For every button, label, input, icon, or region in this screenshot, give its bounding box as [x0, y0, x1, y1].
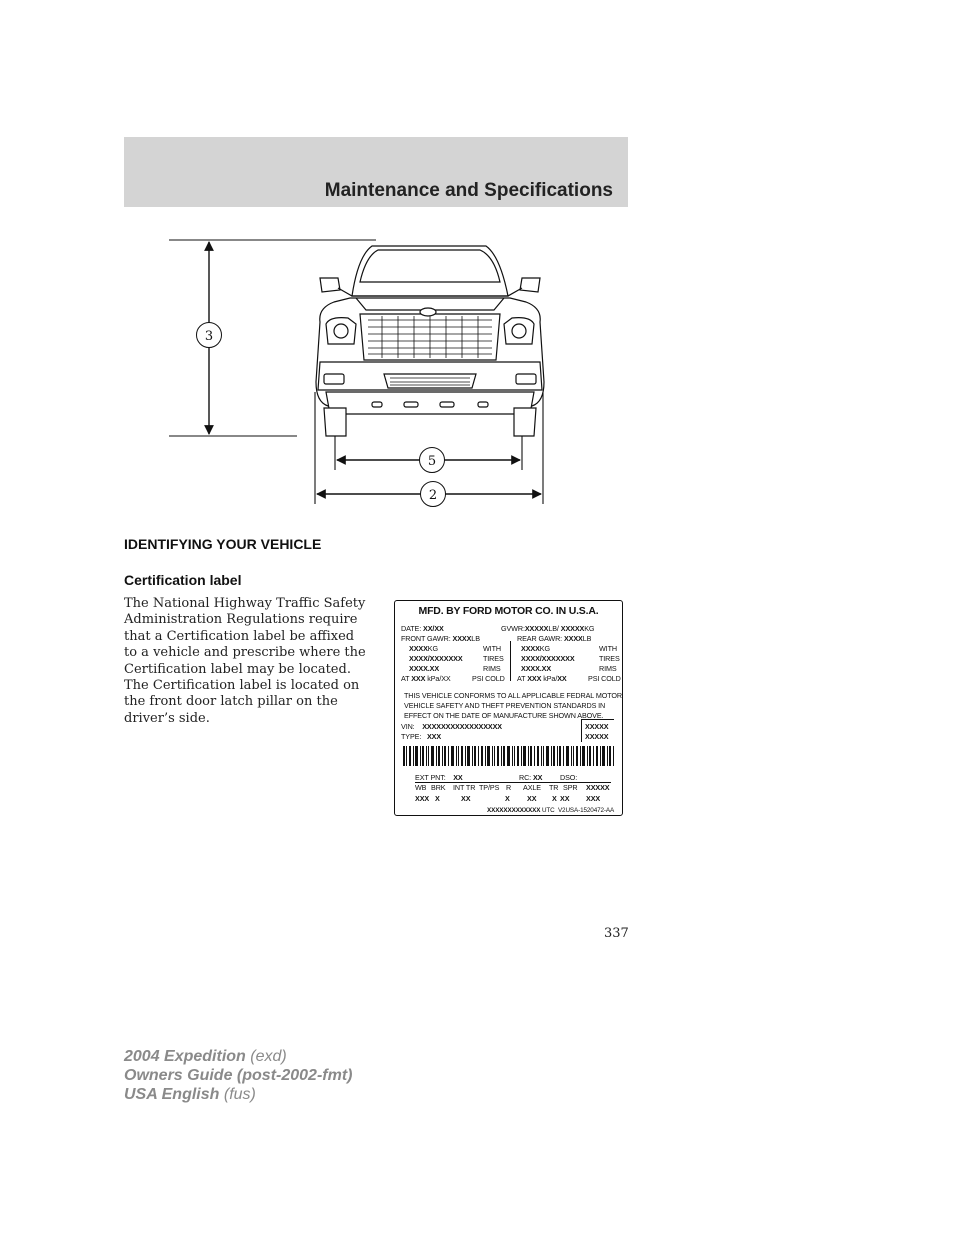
front-pressure-field: AT XXX kPa/XX — [401, 674, 451, 683]
gvwr-field: GVWR:XXXXXLB/ XXXXXKG — [501, 624, 595, 633]
date-field: DATE: XX/XX — [401, 624, 444, 633]
body-line: Certification label may be located. — [124, 661, 351, 677]
axle-divider — [510, 641, 511, 681]
box-value: XXXXX — [585, 732, 609, 741]
front-tires-text: TIRES — [483, 654, 504, 663]
rear-rims-value: XXXX.XX — [521, 664, 552, 673]
col-header: TR — [549, 783, 559, 792]
certification-label-illustration — [394, 600, 623, 816]
col-header: R — [506, 783, 512, 792]
header-band — [124, 137, 628, 207]
conformance-line: EFFECT ON THE DATE OF MANUFACTURE SHOWN ABOVE. — [404, 711, 604, 720]
rear-with-text: WITH — [599, 644, 617, 653]
body-line: The National Highway Traffic Safety — [124, 596, 366, 611]
type-field: TYPE: XXX — [401, 732, 442, 741]
col-value: XX — [560, 794, 570, 803]
callout-track — [420, 448, 445, 473]
col-value: X — [435, 794, 440, 803]
body-line: Administration Regulations require — [124, 612, 358, 628]
rear-pressure-field: AT XXX kPa/XX — [517, 674, 567, 683]
rear-kg-field: XXXXKG — [521, 644, 550, 653]
vehicle-front-illustration — [316, 246, 544, 436]
front-tires-value: XXXX/XXXXXXX — [409, 654, 463, 663]
svg-text:5: 5 — [427, 454, 437, 469]
col-header: WB — [415, 783, 427, 792]
col-header: BRK — [431, 783, 446, 792]
col-value: XX — [527, 794, 537, 803]
front-rims-value: XXXX.XX — [409, 664, 440, 673]
col-header: SPR — [563, 783, 578, 792]
rear-tires-text: TIRES — [599, 654, 620, 663]
conformance-line: THIS VEHICLE CONFORMS TO ALL APPLICABLE FEDRAL MOTOR — [404, 691, 622, 700]
body-line: that a Certification label be affixed — [124, 628, 355, 644]
col-header: XXXXX — [586, 783, 610, 792]
col-value: XX — [461, 794, 471, 803]
col-header: INT TR — [453, 783, 476, 792]
section-heading: IDENTIFYING YOUR VEHICLE — [124, 536, 322, 552]
label-title: MFD. BY FORD MOTOR CO. IN U.S.A. — [418, 605, 599, 617]
rc-field: RC: XX — [519, 773, 543, 782]
subsection-heading: Certification label — [124, 572, 242, 588]
col-value: XXX — [586, 794, 601, 803]
body-line: the front door latch pillar on the — [124, 694, 338, 710]
rear-gawr-field: REAR GAWR: XXXXLB — [517, 634, 592, 643]
conformance-line: VEHICLE SAFETY AND THEFT PREVENTION STANDARDS IN — [404, 701, 606, 710]
front-gawr-field: FRONT GAWR: XXXXLB — [401, 634, 480, 643]
col-value: XXX — [415, 794, 430, 803]
box-value: XXXXX — [585, 722, 609, 731]
vin-barcode — [403, 746, 615, 768]
footer — [124, 1047, 352, 1104]
footer-line: Owners Guide (post-2002-fmt) — [124, 1067, 353, 1084]
rear-rims-text: RIMS — [599, 664, 617, 673]
rear-psi-cold-text: PSI COLD — [588, 674, 621, 683]
body-paragraph — [124, 596, 386, 727]
body-line: The Certification label is located on — [124, 678, 360, 694]
vehicle-dimensions-figure — [160, 232, 560, 517]
body-line: to a vehicle and prescribe where the — [124, 645, 366, 661]
footer-line: 2004 Expedition (exd) — [124, 1048, 287, 1065]
footer-line: USA English (fus) — [124, 1086, 256, 1103]
vin-field: VIN: XXXXXXXXXXXXXXXXX — [401, 722, 502, 731]
front-psi-cold-text: PSI COLD — [472, 674, 505, 683]
rear-tires-value: XXXX/XXXXXXX — [521, 654, 575, 663]
bottom-code: XXXXXXXXXXXXX UTC V2USA-1520472-AA — [487, 807, 615, 814]
callout-width — [421, 482, 446, 507]
dso-field: DSO: — [560, 773, 578, 782]
col-header: TP/PS — [479, 783, 500, 792]
ext-paint-field: EXT PNT: XX — [415, 773, 463, 782]
col-value: X — [552, 794, 557, 803]
svg-text:3: 3 — [204, 329, 214, 344]
callout-height — [197, 323, 222, 348]
body-line: driver’s side. — [124, 710, 210, 726]
section-title: Maintenance and Specifications — [324, 180, 613, 201]
page-number: 337 — [604, 926, 629, 941]
svg-text:2: 2 — [428, 488, 438, 503]
col-header: AXLE — [523, 783, 541, 792]
col-value: X — [505, 794, 510, 803]
front-kg-field: XXXXKG — [409, 644, 438, 653]
front-with-text: WITH — [483, 644, 501, 653]
front-rims-text: RIMS — [483, 664, 501, 673]
